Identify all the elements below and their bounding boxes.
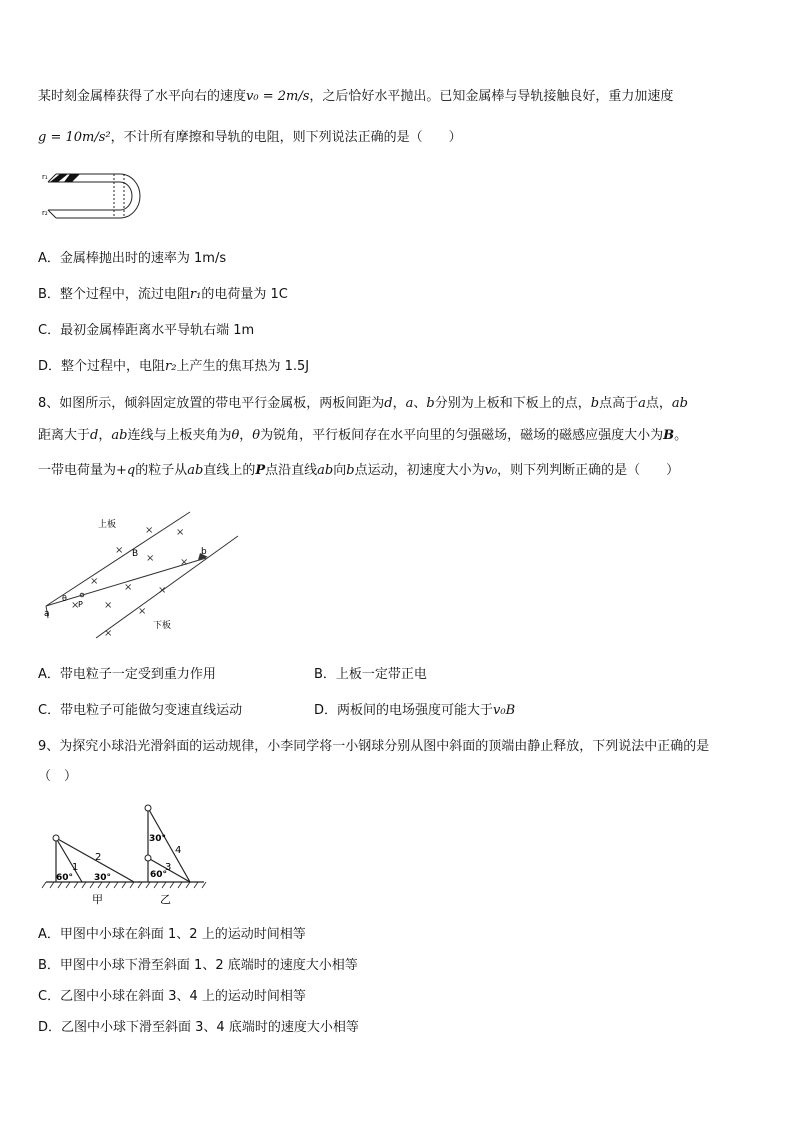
g-equation: g = 10m/s² <box>38 130 111 145</box>
q7-option-a: A．金属棒抛出时的速率为 1m/s <box>38 251 227 266</box>
incline-1-label: 1 <box>72 862 79 873</box>
q7-option-b: B．整个过程中，流过电阻r₁的电荷量为 1C <box>38 287 288 302</box>
q9-option-c: C．乙图中小球在斜面 3、4 上的运动时间相等 <box>38 989 306 1004</box>
svg-text:×: × <box>145 525 154 536</box>
q8-stem-line1: 8、如图所示，倾斜固定放置的带电平行金属板，两板间距为d，a、b分别为上板和下板上的点，b点高于a点，ab <box>38 396 688 411</box>
q8-plates-figure <box>38 508 248 643</box>
fig-r2-label: r₂ <box>42 209 48 217</box>
theta-label: θ <box>62 594 67 603</box>
upper-plate <box>46 512 190 606</box>
upper-plate-label: 上板 <box>98 520 117 530</box>
svg-text:×: × <box>104 628 113 639</box>
point-p-label: P <box>78 600 83 609</box>
q7-stem-line1: 某时刻金属棒获得了水平向右的速度v₀ = 2m/s，之后恰好水平抛出。已知金属棒与导轨接触良好，重力加速度 <box>38 89 674 104</box>
q7-option-c: C．最初金属棒距离水平导轨右端 1m <box>38 323 255 338</box>
fig-r1-label: r₁ <box>42 173 48 181</box>
q9-inclines-figure <box>40 796 210 908</box>
field-b-label: B <box>132 549 139 559</box>
svg-text:×: × <box>115 545 124 556</box>
svg-text:×: × <box>138 606 147 617</box>
svg-text:×: × <box>158 585 167 596</box>
q7-rail-figure <box>40 168 160 228</box>
q9-option-b: B．甲图中小球下滑至斜面 1、2 底端时的速度大小相等 <box>38 958 358 973</box>
q9-stem-line1: 9、为探究小球沿光滑斜面的运动规律，小李同学将一小钢球分别从图中斜面的顶端由静止释放，下列说法中正确的是 <box>38 739 710 754</box>
q8-option-b: B．上板一定带正电 <box>314 667 427 682</box>
svg-text:×: × <box>90 576 99 587</box>
ball-jia <box>53 835 59 841</box>
q8-option-d: D．两板间的电场强度可能大于v₀B <box>314 703 516 718</box>
incline-3-label: 3 <box>165 862 172 873</box>
ball-yi-mid <box>145 855 151 861</box>
svg-text:×: × <box>104 600 113 611</box>
q9-option-d: D．乙图中小球下滑至斜面 3、4 底端时的速度大小相等 <box>38 1020 359 1035</box>
q7-stem-line2: g = 10m/s²，不计所有摩擦和导轨的电阻，则下列说法正确的是（ ） <box>38 130 462 145</box>
figure-jia-label: 甲 <box>92 893 103 906</box>
incline-4-label: 4 <box>175 845 182 856</box>
q9-option-a: A．甲图中小球在斜面 1、2 上的运动时间相等 <box>38 927 306 942</box>
angle-30-yi: 30° <box>149 834 167 844</box>
angle-60-yi: 60° <box>150 870 168 880</box>
q7-option-d: D．整个过程中，电阻r₂上产生的焦耳热为 1.5J <box>38 359 310 374</box>
svg-text:×: × <box>71 600 80 611</box>
svg-text:×: × <box>124 582 133 593</box>
q8-stem-line2: 距离大于d，ab连线与上板夹角为θ，θ为锐角，平行板间存在水平向里的匀强磁场，磁场的磁感应强度大小为B。 <box>38 428 688 443</box>
svg-text:×: × <box>176 527 185 538</box>
angle-60-jia: 60° <box>56 873 74 883</box>
q8-stem-line3: 一带电荷量为+q的粒子从ab直线上的P点沿直线ab向b点运动，初速度大小为v₀，则下列判断正确的是（ ） <box>38 463 680 478</box>
q9-stem-line2: （ ） <box>38 769 78 784</box>
lower-plate-label: 下板 <box>153 621 172 631</box>
svg-text:×: × <box>180 557 189 568</box>
figure-yi-label: 乙 <box>160 893 171 906</box>
angle-30-jia: 30° <box>94 873 112 883</box>
q8-option-a: A．带电粒子一定受到重力作用 <box>38 667 216 682</box>
incline-2-label: 2 <box>95 852 102 863</box>
q8-option-c: C．带电粒子可能做匀变速直线运动 <box>38 703 243 718</box>
svg-text:×: × <box>146 553 155 564</box>
point-a-label: a <box>44 609 50 619</box>
point-b-label: b <box>201 547 207 557</box>
ball-yi-top <box>145 805 151 811</box>
v0-equation: v₀ = 2m/s <box>246 89 310 104</box>
